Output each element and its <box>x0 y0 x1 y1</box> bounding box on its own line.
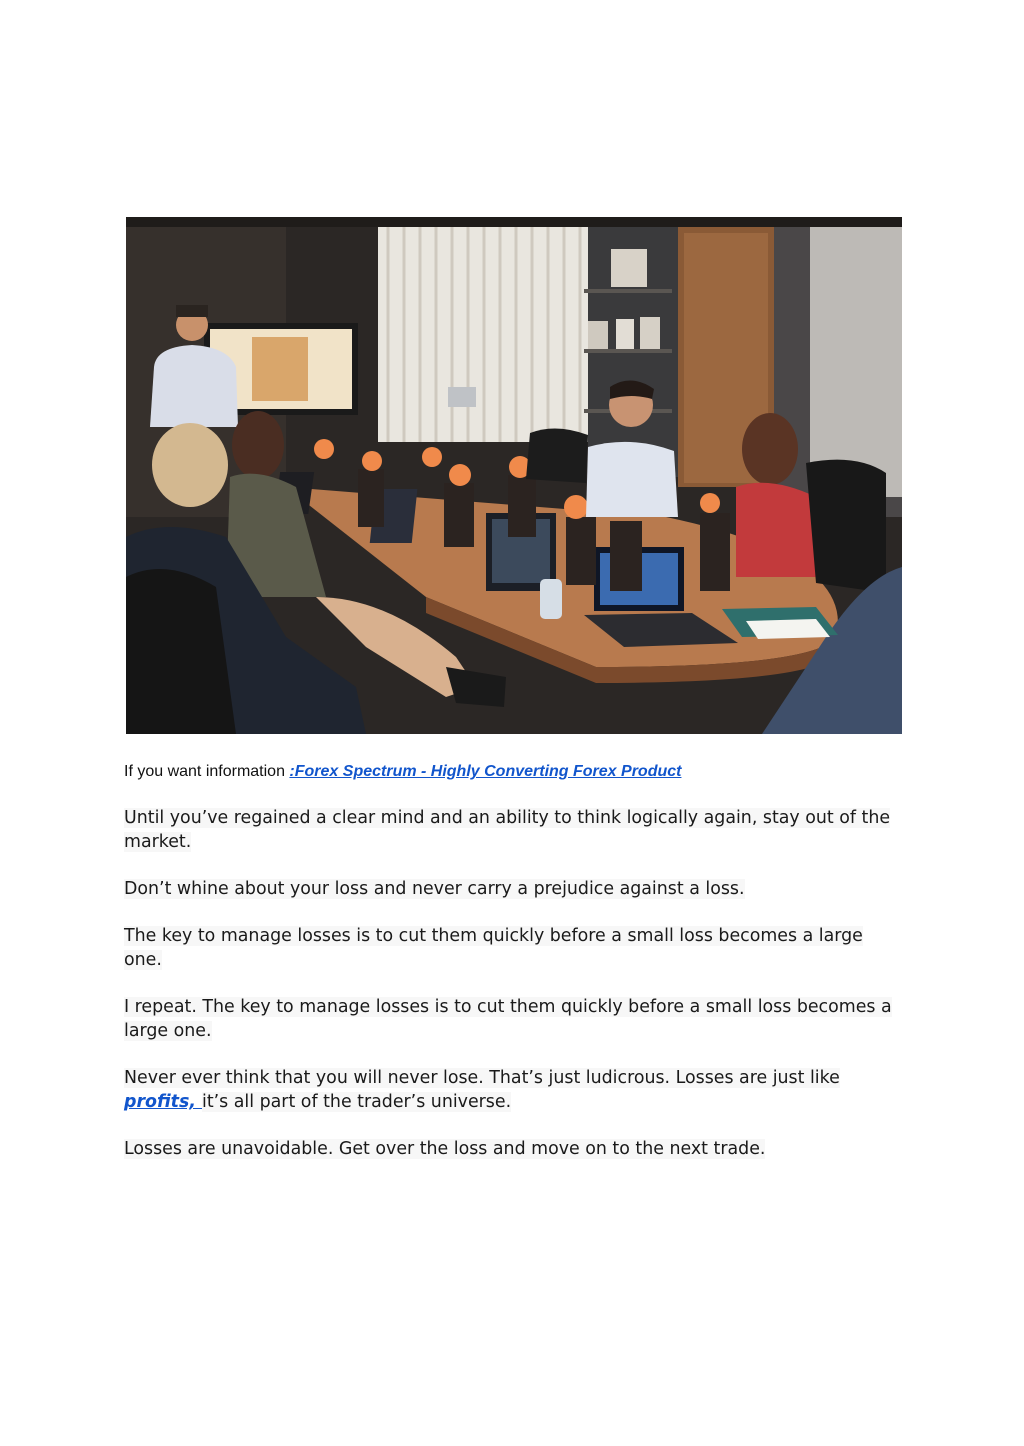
paragraph-3 <box>124 924 894 972</box>
paragraph-2-text: Don’t whine about your loss and never carry a prejudice against a loss. <box>124 879 745 899</box>
paragraph-6-text: Losses are unavoidable. Get over the loss and move on to the next trade. <box>124 1139 766 1159</box>
paragraph-1 <box>124 806 894 854</box>
meeting-photo <box>126 217 902 734</box>
article-body <box>124 806 894 1184</box>
paragraph-6 <box>124 1137 894 1161</box>
paragraph-1-text: Until you’ve regained a clear mind and an ability to think logically again, stay out of the market. <box>124 808 891 852</box>
profits-link[interactable]: profits, <box>124 1092 202 1112</box>
paragraph-5 <box>124 1066 894 1114</box>
info-line <box>124 763 681 781</box>
paragraph-5-before: Never ever think that you will never lose. That’s just ludicrous. Losses are just like <box>124 1068 840 1088</box>
paragraph-5-after: it’s all part of the trader’s universe. <box>202 1092 512 1112</box>
info-prefix: If you want information <box>124 763 290 780</box>
forex-spectrum-link[interactable]: :Forex Spectrum - Highly Converting Forex Product <box>289 763 682 780</box>
paragraph-2 <box>124 877 894 901</box>
paragraph-4-text: I repeat. The key to manage losses is to cut them quickly before a small loss becomes a large one. <box>124 997 892 1041</box>
paragraph-4 <box>124 995 894 1043</box>
paragraph-3-text: The key to manage losses is to cut them quickly before a small loss becomes a large one. <box>124 926 863 970</box>
